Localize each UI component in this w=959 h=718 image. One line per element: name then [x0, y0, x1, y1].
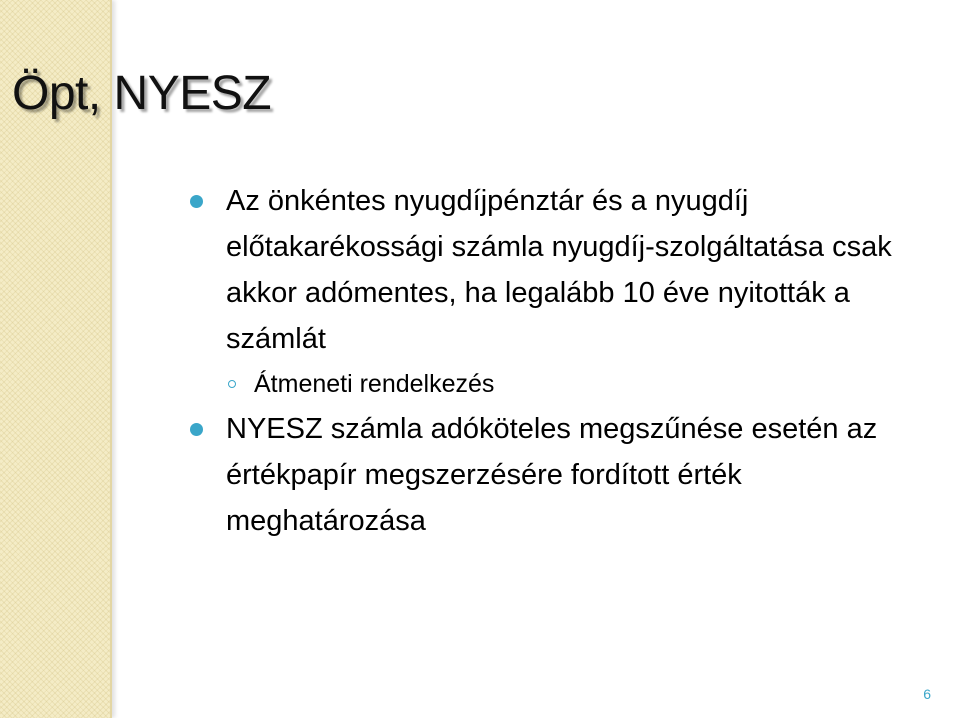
bullet-item	[190, 178, 930, 362]
slide-content	[190, 178, 930, 544]
bullet-text: Az önkéntes nyugdíjpénztár és a nyugdíj előtakarékossági számla nyugdíj-szolgáltatása csak akkor adómentes, ha legalább 10 éve nyitották a számlát	[226, 185, 892, 355]
bullet-item	[190, 406, 930, 544]
sub-bullet-text: Átmeneti rendelkezés	[254, 370, 495, 398]
slide-title: Öpt, NYESZ	[12, 67, 272, 120]
sub-bullet-item	[190, 364, 930, 404]
bullet-text: NYESZ számla adóköteles megszűnése esetén az értékpapír megszerzésére fordított érték meghatározása	[226, 413, 878, 537]
bullet-dot-icon	[190, 195, 203, 208]
page-number: 6	[923, 686, 931, 702]
hollow-bullet-icon	[228, 380, 236, 388]
bullet-dot-icon	[190, 423, 203, 436]
